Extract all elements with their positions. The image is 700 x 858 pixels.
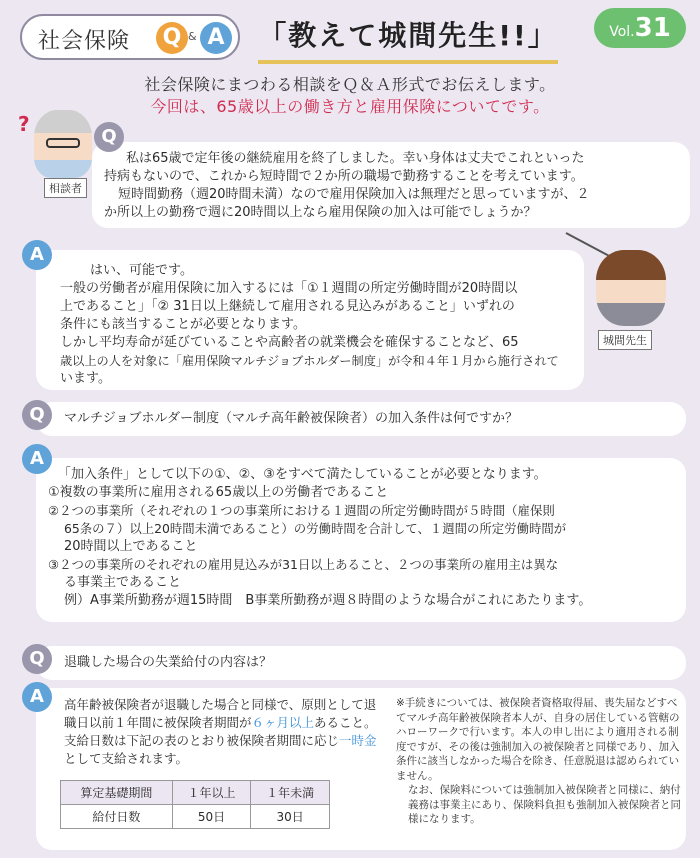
question-1-text: [104, 150, 684, 222]
a1-line: はい、可能です。: [90, 263, 193, 278]
shirt-shape: [34, 160, 92, 178]
page-title: 「教えて城間先生!!」: [258, 16, 558, 64]
a2-line: 65条の７）以上20時間未満であること）の労働時間を合計して、１週間の所定労働時間が: [64, 521, 567, 536]
q1-line: 私は65歳で定年後の継続雇用を終了しました。幸い身体は丈夫でこれといった: [126, 151, 585, 166]
note-paragraph: なお、保険料については強制加入被保険者と同様に、納付義務は事業主にあり、保険料負担も強制加入被保険者と同様になります。: [408, 784, 681, 825]
hair-shape: [34, 110, 92, 133]
benefit-table: [60, 780, 330, 829]
qa-a-icon: A: [200, 22, 232, 54]
q-badge-icon: Q: [22, 644, 52, 674]
answer-1-text: [60, 262, 580, 388]
a1-line: しかし平均寿命が延びていることや高齢者の就業機会を確保することなど、65: [60, 335, 519, 350]
a2-line: 「加入条件」として以下の①、②、③をすべて満たしていることが必要となります。: [58, 467, 547, 482]
qa-ampersand: &: [188, 30, 197, 43]
a1-line: 一般の労働者が雇用保険に加入するには「①１週間の所定労働時間が20時間以: [60, 281, 518, 296]
a2-line: 例）A事業所勤務が週15時間 B事業所勤務が週８時間のような場合がこれにあたります。: [64, 593, 592, 608]
glasses-shape: [46, 138, 80, 148]
a3-text-part: 高年齢被保険者が退職した場合と同様で、原則として退職日以前１年間に被保険者期間が: [64, 697, 377, 730]
table-header-row: [61, 781, 330, 805]
intro-line-1: 社会保険にまつわる相談をＱ＆Ａ形式でお伝えします。: [144, 75, 556, 94]
q1-line: 持病もないので、これから短時間で２か所の職場で勤務することを考えています。: [104, 169, 584, 184]
a2-line: ③２つの事業所のそれぞれの雇用見込みが31日以上あること、２つの事業所の雇用主は異な: [48, 557, 559, 572]
table-cell: 50日: [172, 805, 251, 829]
a1-line: 条件にも該当することが必要となります。: [60, 317, 306, 332]
answer-3-text: [64, 696, 384, 768]
q-badge-icon: Q: [22, 400, 52, 430]
a2-line: ①複数の事業所に雇用される65歳以上の労働者であること: [48, 485, 389, 500]
q1-line: か所以上の勤務で週に20時間以上なら雇用保険の加入は可能でしょうか？: [104, 205, 537, 220]
table-header-cell: １年未満: [251, 781, 330, 805]
question-3-text: 退職した場合の失業給付の内容は？: [64, 655, 273, 670]
a-badge-icon: A: [22, 444, 52, 474]
question-2-text: マルチジョブホルダー制度（マルチ高年齢被保険者）の加入条件は何ですか？: [64, 411, 518, 426]
a-badge-icon: A: [22, 240, 52, 270]
note-paragraph: ※手続きについては、被保険者資格取得届、喪失届などすべてマルチ高年齢被保険者本人が、自身の居住している管轄のハローワークで行います。本人の申し出により適用される制度ですが、その後は強制加入の被保険者と同様であり、加入条件に該当しなかった場合を除き、任意脱退は認められていません。: [396, 697, 680, 782]
shirt-shape: [596, 303, 666, 326]
intro-line-2: 今回は、65歳以上の働き方と雇用保険についてです。: [150, 97, 550, 116]
a1-line: 歳以上の人を対象に「雇用保険マルチジョブホルダー制度」が令和４年１月から施行されて: [60, 354, 559, 368]
a3-text-part: あること。支給日数は下記の表のとおり被保険者期間に応じ: [64, 715, 377, 748]
a2-line: 20時間以上であること: [64, 539, 198, 554]
a-badge-icon: A: [22, 682, 52, 712]
volume-prefix: Vol.: [609, 24, 635, 40]
a2-line: る事業主であること: [64, 575, 182, 590]
hair-shape: [596, 250, 666, 280]
a1-line: 上であること」「② 31日以上継続して雇用される見込みがあること」いずれの: [60, 299, 515, 314]
q1-line: 短時間勤務（週20時間未満）なので雇用保険加入は無理だと思っていますが、２: [118, 187, 590, 202]
answer-2-text: [48, 466, 680, 610]
table-header-cell: １年以上: [172, 781, 251, 805]
a3-highlight-lumpsum: 一時金: [339, 733, 377, 748]
consultee-avatar: [34, 110, 92, 178]
a2-line: ②２つの事業所（それぞれの１つの事業所における１週間の所定労働時間が５時間（雇保則: [48, 503, 555, 518]
series-title: 社会保険: [38, 29, 131, 54]
q-badge-icon: Q: [94, 122, 124, 152]
question-mark-icon: ?: [18, 112, 30, 136]
qa-q-icon: Q: [156, 22, 188, 54]
table-cell: 給付日数: [61, 805, 173, 829]
volume-badge: [594, 8, 686, 48]
a3-highlight-period: ６ヶ月以上: [251, 715, 315, 730]
teacher-avatar: [596, 250, 666, 326]
table-cell: 30日: [251, 805, 330, 829]
volume-number: 31: [634, 13, 671, 43]
answer-3-note: [396, 696, 686, 827]
table-header-cell: 算定基礎期間: [61, 781, 173, 805]
series-logo: [20, 14, 240, 60]
consultee-label: 相談者: [44, 178, 87, 198]
table-row: [61, 805, 330, 829]
a1-line: います。: [60, 371, 111, 386]
a3-text-part: として支給されます。: [64, 751, 189, 766]
teacher-label: 城間先生: [598, 330, 652, 350]
